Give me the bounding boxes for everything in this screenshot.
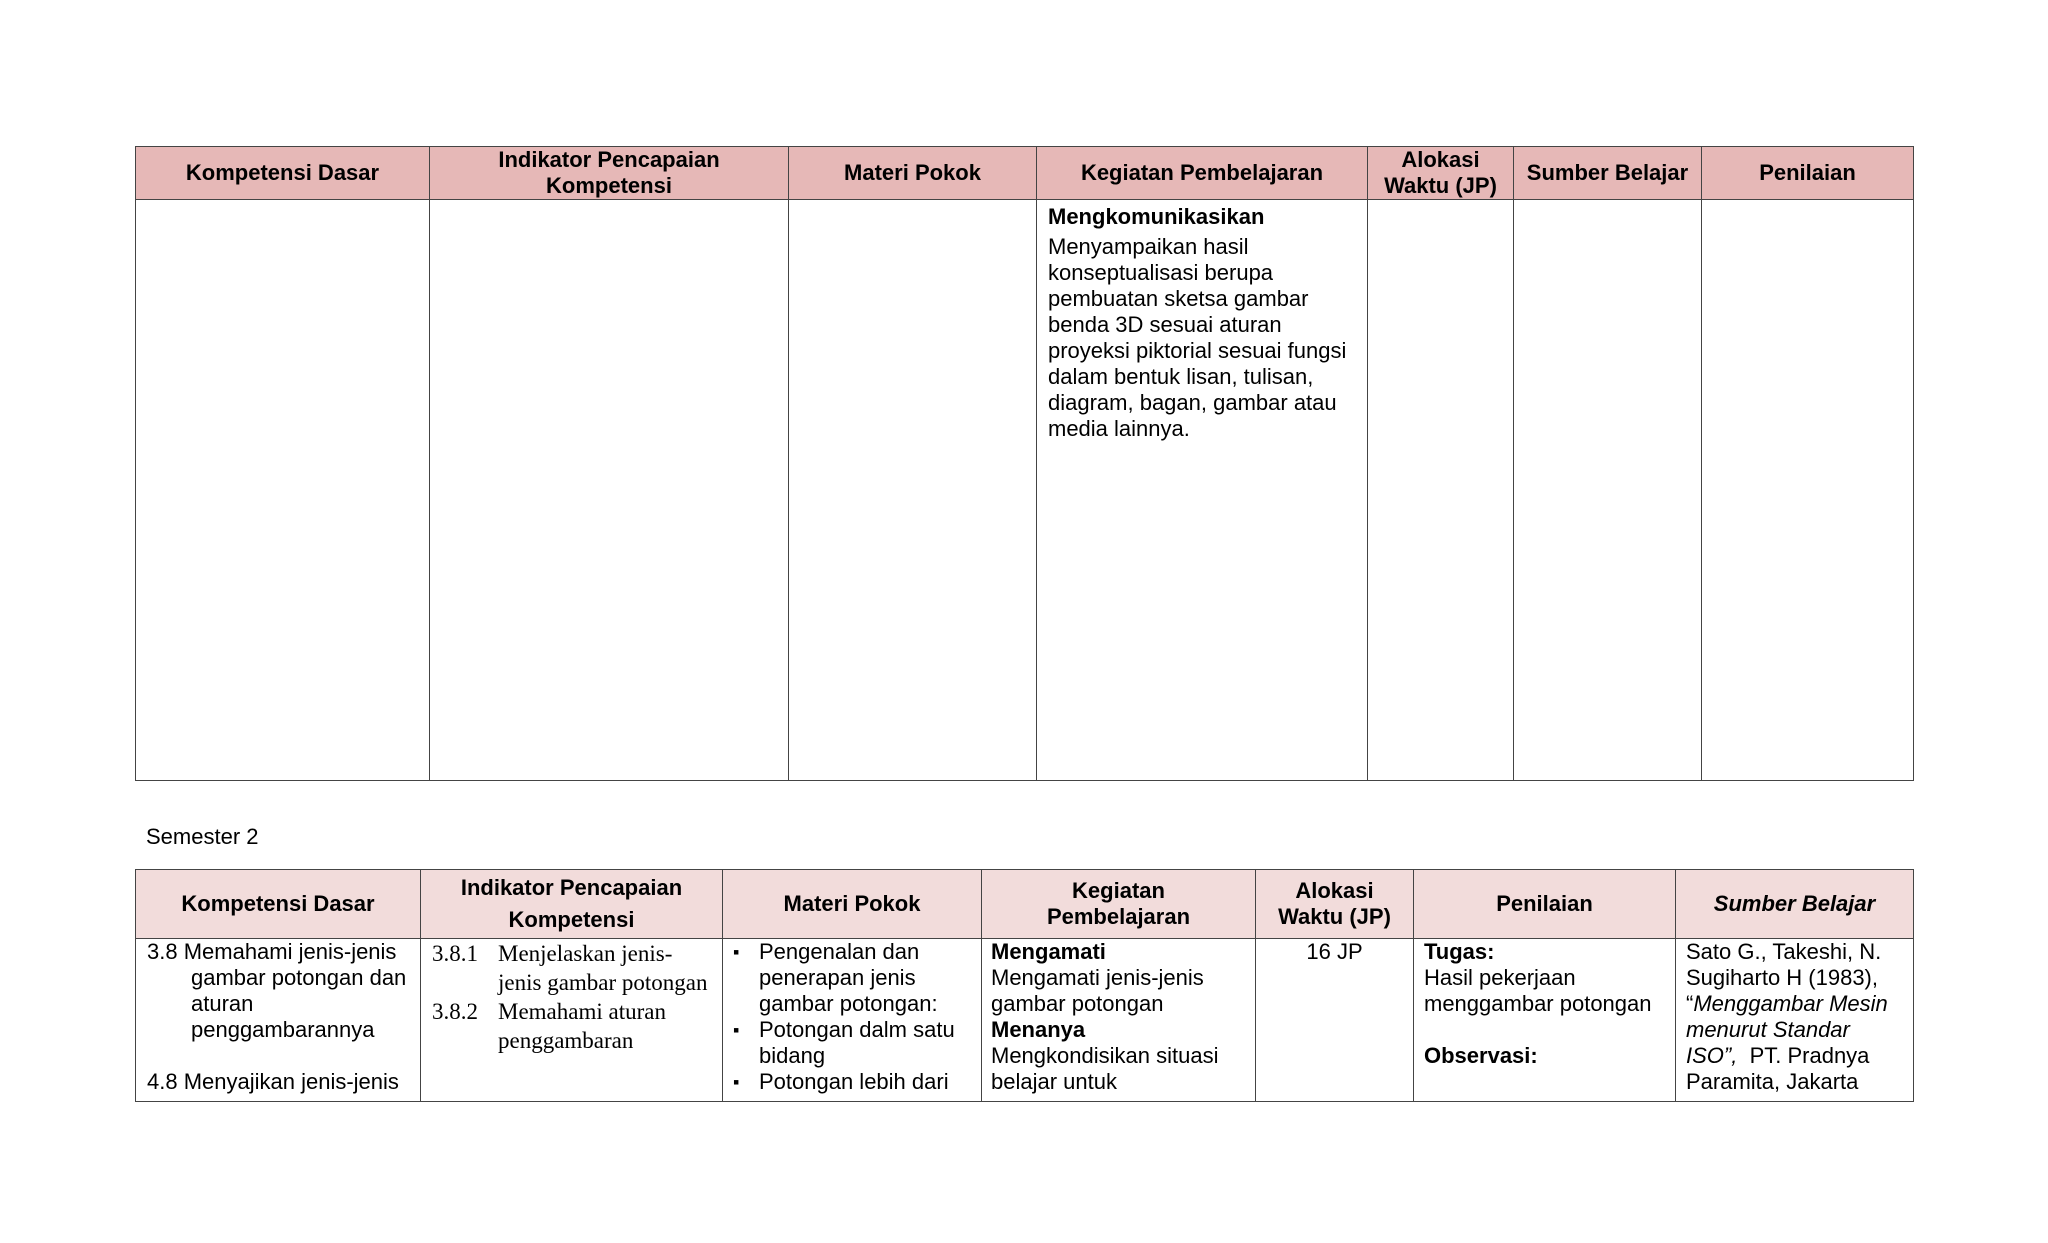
- header-kegiatan: Kegiatan Pembelajaran: [1037, 147, 1368, 200]
- kegiatan-heading: Mengamati: [991, 939, 1106, 964]
- cell-penilaian: [1414, 939, 1676, 1102]
- cell-kompetensi-dasar: [136, 939, 421, 1102]
- header-materi-pokok: Materi Pokok: [723, 870, 982, 939]
- penilaian-text: Hasil pekerjaan menggambar potongan: [1424, 965, 1652, 1016]
- indikator-number: 3.8.2: [432, 999, 478, 1024]
- kegiatan-heading: Mengkomunikasikan: [1048, 204, 1265, 229]
- cell-kegiatan: [1037, 200, 1368, 781]
- sumber-authors: Sato G., Takeshi, N. Sugiharto H (1983), “: [1686, 939, 1882, 1016]
- materi-item: ▪ Potongan lebih dari: [723, 1069, 973, 1095]
- kd-item: 3.8 Memahami jenis-jenis gambar potongan dan aturan penggambarannya: [147, 939, 407, 1042]
- header-kegiatan: Kegiatan Pembelajaran: [982, 870, 1256, 939]
- table-header-row: [136, 870, 1914, 939]
- indikator-item: [432, 939, 711, 997]
- indikator-item: [432, 997, 711, 1055]
- cell-alokasi: [1256, 939, 1414, 1102]
- penilaian-heading: Tugas:: [1424, 939, 1495, 964]
- cell-kompetensi-dasar: [136, 200, 430, 781]
- kegiatan-heading: Menanya: [991, 1017, 1086, 1042]
- sumber-reference: [1676, 939, 1913, 1095]
- sumber-publisher: PT. Pradnya Paramita, Jakarta: [1686, 1043, 1876, 1094]
- header-alokasi: Alokasi Waktu (JP): [1256, 870, 1414, 939]
- sumber-title: Menggambar Mesin menurut Standar ISO”,: [1686, 991, 1888, 1068]
- cell-alokasi: [1368, 200, 1514, 781]
- competency-table-2: [135, 869, 1914, 1102]
- header-alokasi: Alokasi Waktu (JP): [1368, 147, 1514, 200]
- indikator-number: 3.8.1: [432, 941, 478, 966]
- kegiatan-text: Mengkondisikan situasi belajar untuk: [991, 1043, 1219, 1094]
- table-row: [136, 200, 1914, 781]
- header-sumber-belajar: Sumber Belajar: [1676, 870, 1914, 939]
- cell-sumber-belajar: [1514, 200, 1702, 781]
- penilaian-heading: Observasi:: [1424, 1043, 1538, 1068]
- semester-label: Semester 2: [146, 824, 259, 849]
- header-kompetensi-dasar: Kompetensi Dasar: [136, 147, 430, 200]
- cell-materi-pokok: [723, 939, 982, 1102]
- alokasi-value: 16 JP: [1306, 939, 1363, 964]
- header-indikator: Indikator Pencapaian Kompetensi: [430, 147, 789, 200]
- cell-indikator: [421, 939, 723, 1102]
- indikator-text: Menjelaskan jenis-jenis gambar potongan: [498, 941, 708, 995]
- kegiatan-text: Menyampaikan hasil konseptualisasi berupa pembuatan sketsa gambar benda 3D sesuai aturan proyeksi piktorial sesuai fungsi dalam bentuk lisan, tulisan, diagram, bagan, gambar atau media lainnya.: [1048, 234, 1347, 441]
- header-kompetensi-dasar: Kompetensi Dasar: [136, 870, 421, 939]
- table-header-row: [136, 147, 1914, 200]
- kegiatan-text: Mengamati jenis-jenis gambar potongan: [991, 965, 1204, 1016]
- cell-penilaian: [1702, 200, 1914, 781]
- competency-table-1: [135, 146, 1914, 781]
- materi-item: ▪ Potongan dalm satu bidang: [723, 1017, 973, 1069]
- cell-indikator: [430, 200, 789, 781]
- header-penilaian: Penilaian: [1702, 147, 1914, 200]
- materi-item: ▪ Pengenalan dan penerapan jenis gambar potongan:: [723, 939, 973, 1017]
- header-indikator: Indikator Pencapaian Kompetensi: [421, 870, 723, 939]
- header-sumber-belajar: Sumber Belajar: [1514, 147, 1702, 200]
- header-materi-pokok: Materi Pokok: [789, 147, 1037, 200]
- table-row: [136, 939, 1914, 1102]
- cell-sumber-belajar: [1676, 939, 1914, 1102]
- indikator-text: Memahami aturan penggambaran: [498, 999, 666, 1053]
- cell-kegiatan: [982, 939, 1256, 1102]
- cell-materi-pokok: [789, 200, 1037, 781]
- header-penilaian: Penilaian: [1414, 870, 1676, 939]
- kd-item: 4.8 Menyajikan jenis-jenis: [147, 1069, 399, 1094]
